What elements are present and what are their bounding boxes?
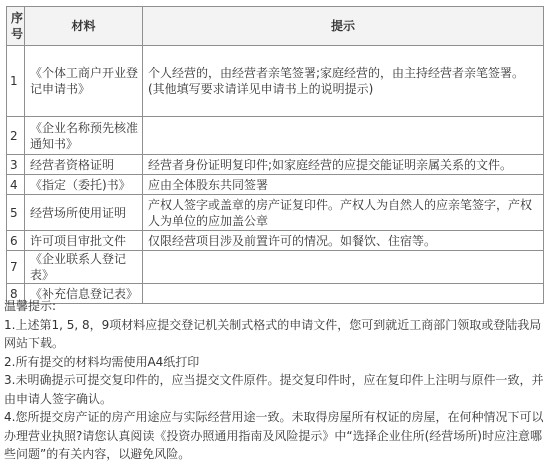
row-tip: 经营者身份证明复印件;如家庭经营的应提交能证明亲属关系的文件。 — [143, 155, 544, 175]
header-material: 材料 — [25, 7, 143, 46]
row-material: 《指定（委托)书》 — [25, 175, 143, 195]
table-row — [7, 175, 544, 195]
row-index: 2 — [7, 117, 25, 155]
row-tip — [143, 117, 544, 155]
tip-item: 4.您所提交房产证的房产用途应与实际经营用途一致。未取得房屋所有权证的房屋，在何种情况下可以办理营业执照?请您认真阅读《投资办照通用指南及风险提示》中“选择企业住所(经营场所)时应注意哪些问题”的有关内容，以避免风险。 — [4, 410, 544, 461]
tip-item: 2.所有提交的材料均需使用A4纸打印 — [4, 354, 200, 369]
row-tip — [143, 46, 544, 117]
tip-item: 1.上述第1, 5, 8，9项材料应提交登记机关制式格式的申请文件，您可到就近工商部门领取或登陆我局网站下载。 — [4, 317, 542, 350]
row-material: 《企业联系人登记表》 — [25, 251, 143, 284]
table-header-row — [7, 7, 544, 46]
row-index: 8 — [7, 284, 25, 304]
row-material: 经营场所使用证明 — [25, 195, 143, 231]
header-index: 序号 — [7, 7, 25, 46]
row-tip: 产权人签字或盖章的房产证复印件。产权人为自然人的应亲笔签字，产权人为单位的应加盖公章 — [143, 195, 544, 231]
row-material: 许可项目审批文件 — [25, 231, 143, 251]
table-row — [7, 251, 544, 284]
row-material: 《补充信息登记表》 — [25, 284, 143, 304]
materials-table — [6, 6, 544, 304]
row-index: 4 — [7, 175, 25, 195]
row-tip — [143, 251, 544, 284]
row-material: 《个体工商户开业登记申请书》 — [25, 46, 143, 117]
table-row — [7, 46, 544, 117]
table-row — [7, 195, 544, 231]
row-tip: 应由全体股东共同签署 — [143, 175, 544, 195]
row-tip-line: (其他填写要求请详见申请书上的说明提示) — [148, 82, 374, 96]
row-index: 6 — [7, 231, 25, 251]
row-index: 1 — [7, 46, 25, 117]
row-tip-line: 个人经营的，由经营者亲笔签署;家庭经营的，由主持经营者亲笔签署。 — [148, 66, 525, 80]
tips-section — [4, 297, 549, 464]
tips-title: 温馨提示: — [4, 299, 57, 313]
header-tip: 提示 — [143, 7, 544, 46]
table-row — [7, 231, 544, 251]
row-material: 经营者资格证明 — [25, 155, 143, 175]
row-index: 7 — [7, 251, 25, 284]
row-tip: 仅限经营项目涉及前置许可的情况。如餐饮、住宿等。 — [143, 231, 544, 251]
tip-item: 3.未明确提示可提交复印件的，应当提交文件原件。提交复印件时，应在复印件上注明与原件一致，并由申请人签字确认。 — [4, 373, 544, 406]
row-index: 5 — [7, 195, 25, 231]
row-material: 《企业名称预先核准通知书》 — [25, 117, 143, 155]
table-row — [7, 155, 544, 175]
row-index: 3 — [7, 155, 25, 175]
table-row — [7, 117, 544, 155]
